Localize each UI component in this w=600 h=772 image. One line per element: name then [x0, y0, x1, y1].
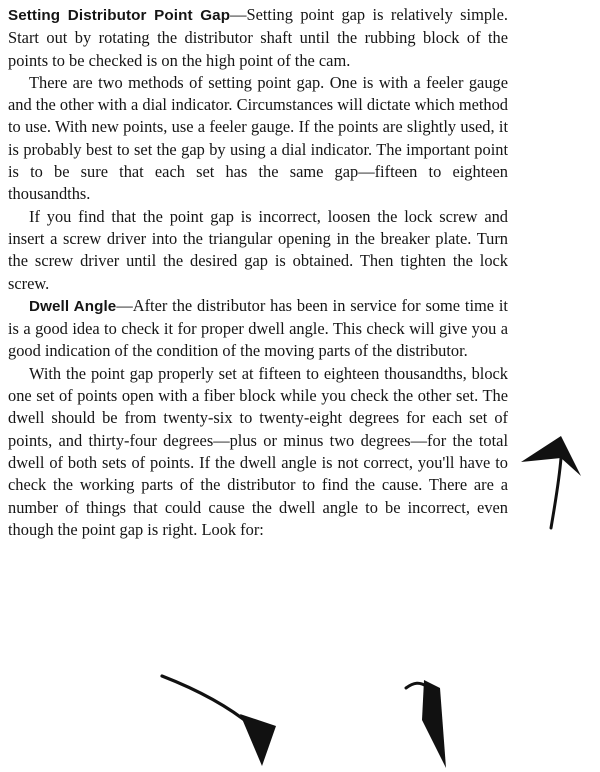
body-text	[8, 4, 508, 541]
section-heading-dwell-angle: Dwell Angle	[29, 297, 117, 315]
paragraph-dwell-intro	[8, 295, 508, 363]
up-arrow-icon	[515, 432, 585, 532]
paragraph-point-gap-intro	[8, 4, 508, 72]
paragraph-methods: There are two methods of setting point gap. One is with a feeler gauge and the other with a dial indicator. Circumstances will dictate which method to use. With new points, use a feeler gauge. If the points are slightly used, it is probably best to set the gap by using a dial indicator. The important point is to be sure that each set has the same gap—fifteen to eighteen thousandths.	[8, 72, 508, 204]
paragraph-text: After the distributor has been in service for some time it is a good idea to check it for proper dwell angle. This check will give you a good indication of the condition of the moving parts of the distributor.	[8, 295, 508, 361]
heading-dash: —	[230, 5, 247, 24]
paragraph-dwell-check: With the point gap properly set at fifteen to eighteen thousandths, block one set of points open with a fiber block while you check the other set. The dwell should be from twenty-six to twenty-eight degrees for each set of points, and thirty-four degrees—plus or minus two degrees—for the total dwell of both sets of points. If the dwell angle is not correct, you'll have to check the working parts of the distributor to find the cause. There are a number of things that could cause the dwell angle to be incorrect, even though the point gap is right. Look for:	[8, 363, 508, 539]
heading-dash: —	[116, 295, 133, 315]
down-right-arrow-icon	[400, 672, 450, 772]
paragraph-incorrect-gap: If you find that the point gap is incorrect, loosen the lock screw and insert a screw driver into the triangular opening in the breaker plate. Turn the screw driver until the desired gap is obtained. Then tighten the lock screw.	[8, 206, 508, 293]
section-heading-point-gap: Setting Distributor Point Gap	[8, 7, 231, 24]
paragraph-text: Setting point gap is relatively simple. Start out by rotating the distributor shaft until the rubbing block of the points to be checked is on the high point of the cam.	[8, 5, 508, 70]
down-curved-arrow-icon	[158, 670, 278, 770]
